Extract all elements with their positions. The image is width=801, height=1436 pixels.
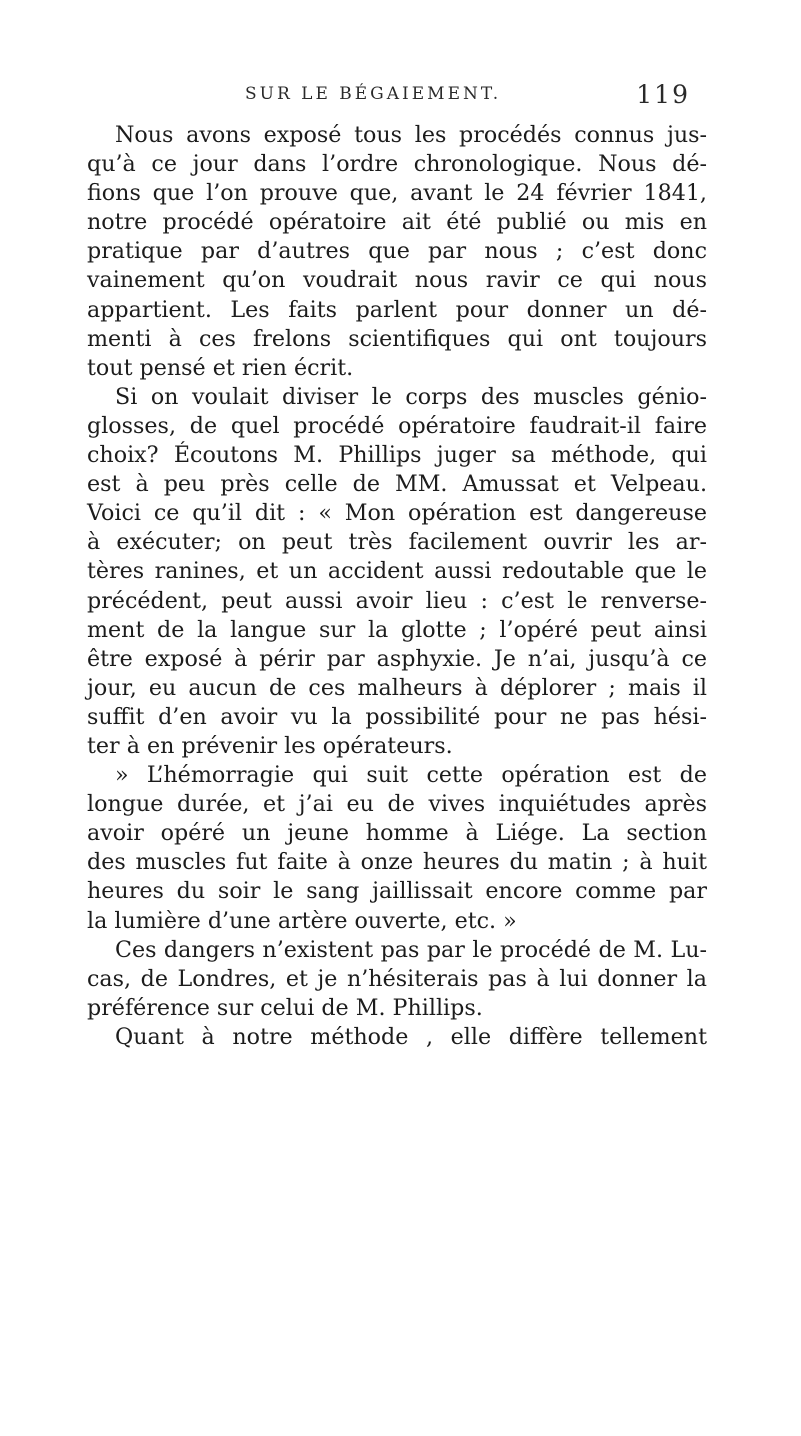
text-line: être exposé à périr par asphyxie. Je n’ai, jusqu’à ce xyxy=(87,645,707,672)
body-text xyxy=(87,121,707,1052)
text-line: préférence sur celui de M. Phillips. xyxy=(87,994,483,1021)
text-line: cas, de Londres, et je n’hésiterais pas à lui donner la xyxy=(87,965,707,992)
text-line: ment de la langue sur la glotte ; l’opéré peut ainsi xyxy=(87,616,707,643)
page-header xyxy=(200,80,690,112)
text-line: est à peu près celle de MM. Amussat et Velpeau. xyxy=(87,471,707,498)
text-line: glosses, de quel procédé opératoire faudrait-il faire xyxy=(87,412,707,439)
text-line: des muscles fut faite à onze heures du matin ; à huit xyxy=(87,849,707,876)
text-line: choix? Écoutons M. Phillips juger sa méthode, qui xyxy=(87,442,707,469)
text-line: notre procédé opératoire ait été publié ou mis en xyxy=(87,209,707,236)
text-line: Voici ce qu’il dit : « Mon opération est dangereuse xyxy=(87,500,707,527)
text-line: la lumière d’une artère ouverte, etc. » xyxy=(87,907,517,934)
text-line: fions que l’on prouve que, avant le 24 février 1841, xyxy=(87,180,707,207)
text-line: » L’hémorragie qui suit cette opération est de xyxy=(115,762,707,789)
text-line: ter à en prévenir les opérateurs. xyxy=(87,732,453,759)
text-line: Nous avons exposé tous les procédés connus jus- xyxy=(115,122,707,148)
text-line: vainement qu’on voudrait nous ravir ce qui nous xyxy=(87,267,707,294)
text-line: Ces dangers n’existent pas par le procédé de M. Lu- xyxy=(115,936,707,963)
text-line: Si on voulait diviser le corps des muscles génio- xyxy=(115,383,707,410)
text-line: longue durée, et j’ai eu de vives inquiétudes après xyxy=(87,791,707,818)
text-line: appartient. Les faits parlent pour donner un dé- xyxy=(87,296,707,323)
text-line: précédent, peut aussi avoir lieu : c’est le renverse- xyxy=(87,587,707,614)
text-line: menti à ces frelons scientifiques qui ont toujours xyxy=(87,325,707,352)
text-line: pratique par d’autres que par nous ; c’est donc xyxy=(87,238,707,265)
text-line: Quant à notre méthode , elle diffère tellement xyxy=(115,1023,707,1050)
text-line: qu’à ce jour dans l’ordre chronologique. Nous dé- xyxy=(87,151,707,178)
page-number: 119 xyxy=(636,80,690,109)
text-line: tères ranines, et un accident aussi redoutable que le xyxy=(87,558,707,585)
text-line: tout pensé et rien écrit. xyxy=(87,354,354,381)
text-line: heures du soir le sang jaillissait encore comme par xyxy=(87,878,707,905)
text-line: jour, eu aucun de ces malheurs à déplorer ; mais il xyxy=(87,674,707,701)
text-line: suffit d’en avoir vu la possibilité pour ne pas hési- xyxy=(87,703,707,730)
running-title: SUR LE BÉGAIEMENT. xyxy=(245,84,502,104)
text-line: avoir opéré un jeune homme à Liége. La section xyxy=(87,820,707,847)
text-line: à exécuter; on peut très facilement ouvrir les ar- xyxy=(87,529,707,556)
